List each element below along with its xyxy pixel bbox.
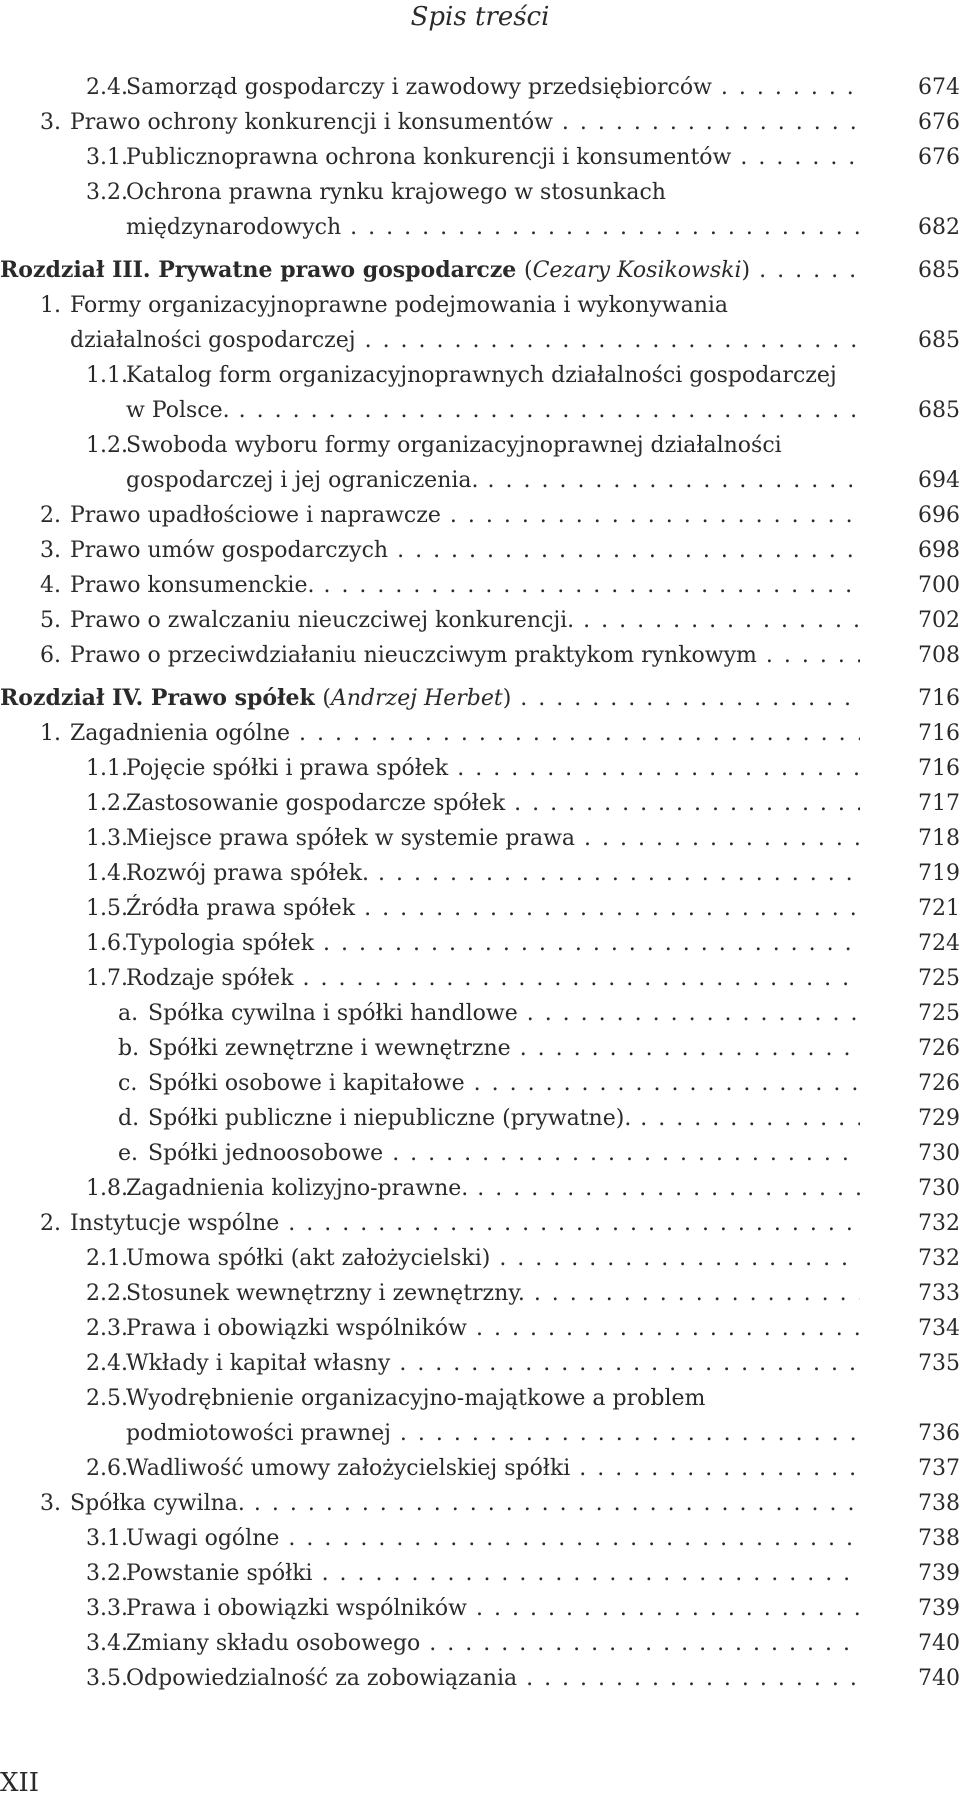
toc-entry-number: 2.4. — [86, 1351, 128, 1376]
toc-entry-title: Zmiany składu osobowego . . . — [126, 1626, 860, 1661]
toc-entry-title: Uwagi ogólne . . . — [126, 1521, 860, 1556]
toc-entry-title: Prawo umów gospodarczych . . . — [70, 533, 860, 568]
toc-entry-title: Spółki zewnętrzne i wewnętrzne . . . — [148, 1031, 860, 1066]
toc-page-number: 718 — [870, 821, 960, 856]
toc-entry-number: 2.5. — [86, 1386, 128, 1411]
toc-entry-title: Rodzaje spółek . . . — [126, 961, 860, 996]
toc-page-number: 724 — [870, 926, 960, 961]
toc-entry-number: 1.7. — [86, 966, 128, 991]
chapter-number: Rozdział IV. — [0, 685, 151, 711]
toc-entry-number: e. — [118, 1141, 139, 1166]
chapter-author: (Andrzej Herbet) — [322, 686, 512, 711]
toc-entry[interactable] — [0, 603, 960, 638]
toc-entry[interactable] — [0, 1346, 960, 1381]
toc-entry-title: Prawo ochrony konkurencji i konsumentów . . . — [70, 105, 860, 140]
toc-entry-number: 3.2. — [86, 180, 128, 205]
toc-entry[interactable] — [0, 1031, 960, 1066]
toc-entry-title: Prawa i obowiązki wspólników . . . — [126, 1591, 860, 1626]
toc-entry-number: 3.4. — [86, 1631, 128, 1656]
toc-entry-number: 1.6. — [86, 931, 128, 956]
toc-page-number: 725 — [870, 961, 960, 996]
toc-page-number: 682 — [870, 210, 960, 245]
toc-entry-title: Swoboda wyboru formy organizacyjnoprawnej działalności — [126, 433, 782, 458]
toc-entry-number: 1.3. — [86, 826, 128, 851]
toc-page-number: 726 — [870, 1066, 960, 1101]
toc-entry[interactable] — [0, 821, 960, 856]
toc-entry[interactable] — [0, 1101, 960, 1136]
toc-page-number: 676 — [870, 105, 960, 140]
toc-entry-number: 3.2. — [86, 1561, 128, 1586]
toc-page-number: 733 — [870, 1276, 960, 1311]
toc-page-number: 716 — [870, 751, 960, 786]
toc-entry[interactable] — [0, 961, 960, 996]
toc-page-number: 729 — [870, 1101, 960, 1136]
toc-entry-number: 3. — [40, 1491, 61, 1516]
toc-entry-number: 1.8. — [86, 1176, 128, 1201]
toc-page-number: 694 — [870, 463, 960, 498]
toc-entry-number: 1. — [40, 293, 61, 318]
toc-entry-number: 3. — [40, 110, 61, 135]
toc-entry-title: Spółka cywilna. . . . — [70, 1486, 860, 1521]
toc-entry[interactable] — [0, 1626, 960, 1661]
toc-entry[interactable] — [0, 175, 960, 245]
toc-entry-number: b. — [118, 1036, 140, 1061]
toc-entry-number: 1. — [40, 721, 61, 746]
toc-entry-title: Formy organizacyjnoprawne podejmowania i wykonywania — [70, 293, 729, 318]
toc-entry-title: Stosunek wewnętrzny i zewnętrzny. . . . — [126, 1276, 860, 1311]
toc-entry-number: 3.1. — [86, 1526, 128, 1551]
toc-entry-number: 2.3. — [86, 1316, 128, 1341]
toc-page-number: 708 — [870, 638, 960, 673]
table-of-contents — [0, 70, 960, 1696]
toc-entry-title: Odpowiedzialność za zobowiązania . . . — [126, 1661, 860, 1696]
toc-entry-title: Zastosowanie gospodarcze spółek . . . — [126, 786, 860, 821]
toc-entry-title: Prawo o zwalczaniu nieuczciwej konkurencji. . . . — [70, 603, 860, 638]
toc-entry-title: podmiotowości prawnej . . . — [126, 1416, 860, 1451]
toc-entry[interactable] — [0, 716, 960, 751]
toc-page-number: 700 — [870, 568, 960, 603]
chapter-number: Rozdział III. — [0, 257, 159, 283]
toc-entry[interactable] — [0, 288, 960, 358]
toc-entry-title: Wkłady i kapitał własny . . . — [126, 1346, 860, 1381]
toc-entry-number: 2. — [40, 1211, 61, 1236]
toc-page-number: 685 — [870, 323, 960, 358]
toc-entry[interactable] — [0, 1171, 960, 1206]
toc-chapter[interactable] — [0, 681, 960, 716]
toc-entry-title: Prawo konsumenckie. . . . — [70, 568, 860, 603]
toc-page-number: 674 — [870, 70, 960, 105]
toc-entry[interactable] — [0, 1486, 960, 1521]
toc-entry-title: Spółka cywilna i spółki handlowe . . . — [148, 996, 860, 1031]
toc-entry-title: Miejsce prawa spółek w systemie prawa . . . — [126, 821, 860, 856]
toc-entry[interactable] — [0, 568, 960, 603]
toc-entry-number: 1.5. — [86, 896, 128, 921]
toc-entry[interactable] — [0, 786, 960, 821]
toc-page-number: 739 — [870, 1591, 960, 1626]
toc-entry-number: 3.1. — [86, 145, 128, 170]
toc-entry-number: 2. — [40, 503, 61, 528]
toc-page-number: 685 — [870, 393, 960, 428]
toc-page-number: 739 — [870, 1556, 960, 1591]
toc-page-number: 737 — [870, 1451, 960, 1486]
toc-entry-title: Prawa i obowiązki wspólników . . . — [126, 1311, 860, 1346]
toc-entry-title: Publicznoprawna ochrona konkurencji i konsumentów . . . — [126, 140, 860, 175]
toc-entry[interactable] — [0, 533, 960, 568]
toc-entry-title: Wadliwość umowy założycielskiej spółki . . . — [126, 1451, 860, 1486]
toc-entry[interactable] — [0, 751, 960, 786]
toc-entry-title: Powstanie spółki . . . — [126, 1556, 860, 1591]
toc-entry[interactable] — [0, 1591, 960, 1626]
toc-entry-title: Instytucje wspólne . . . — [70, 1206, 860, 1241]
toc-entry[interactable] — [0, 498, 960, 533]
toc-entry-number: a. — [118, 1001, 139, 1026]
toc-entry-number: 3. — [40, 538, 61, 563]
toc-page-number: 725 — [870, 996, 960, 1031]
toc-page-number: 738 — [870, 1486, 960, 1521]
toc-entry-number: 2.2. — [86, 1281, 128, 1306]
toc-entry[interactable] — [0, 358, 960, 428]
chapter-title-line — [0, 681, 860, 716]
toc-entry-title: Typologia spółek . . . — [126, 926, 860, 961]
toc-chapter[interactable] — [0, 253, 960, 288]
toc-entry[interactable] — [0, 1521, 960, 1556]
toc-entry[interactable] — [0, 428, 960, 498]
toc-entry[interactable] — [0, 1276, 960, 1311]
toc-page-number: 736 — [870, 1416, 960, 1451]
toc-entry-number: 1.4. — [86, 861, 128, 886]
toc-entry-number: 6. — [40, 643, 61, 668]
toc-entry[interactable] — [0, 1311, 960, 1346]
chapter-title: Prywatne prawo gospodarcze — [158, 257, 524, 283]
toc-page-number: 730 — [870, 1171, 960, 1206]
toc-entry-number: c. — [118, 1071, 138, 1096]
toc-entry[interactable] — [0, 140, 960, 175]
toc-page-number: 735 — [870, 1346, 960, 1381]
toc-entry-number: 1.2. — [86, 791, 128, 816]
toc-entry[interactable] — [0, 1241, 960, 1276]
toc-entry[interactable] — [0, 1451, 960, 1486]
toc-entry-title: Zagadnienia ogólne . . . — [70, 716, 860, 751]
toc-entry-title: Rozwój prawa spółek. . . . — [126, 856, 860, 891]
toc-entry-number: 5. — [40, 608, 61, 633]
toc-page-number: 702 — [870, 603, 960, 638]
toc-page-number: 738 — [870, 1521, 960, 1556]
toc-entry[interactable] — [0, 1381, 960, 1451]
toc-entry[interactable] — [0, 105, 960, 140]
toc-page-number: 698 — [870, 533, 960, 568]
toc-entry[interactable] — [0, 926, 960, 961]
toc-entry-number: 2.6. — [86, 1456, 128, 1481]
chapter-author: (Cezary Kosikowski) — [523, 258, 751, 283]
toc-page-number: 726 — [870, 1031, 960, 1066]
toc-entry-title: Spółki publiczne i niepubliczne (prywatne). . . . — [148, 1101, 860, 1136]
toc-entry-title: Ochrona prawna rynku krajowego w stosunkach — [126, 180, 666, 205]
toc-entry-number: 4. — [40, 573, 61, 598]
toc-entry[interactable] — [0, 1206, 960, 1241]
toc-page-number: 696 — [870, 498, 960, 533]
toc-entry[interactable] — [0, 1556, 960, 1591]
toc-page-number: 716 — [870, 716, 960, 751]
toc-entry-title: Źródła prawa spółek . . . — [126, 891, 860, 926]
toc-entry-number: d. — [118, 1106, 140, 1131]
toc-page-number: 676 — [870, 140, 960, 175]
toc-entry-title: Zagadnienia kolizyjno-prawne. . . . — [126, 1171, 860, 1206]
toc-page-number: 734 — [870, 1311, 960, 1346]
toc-page-number: 732 — [870, 1206, 960, 1241]
page-header: Spis treści — [410, 2, 550, 32]
toc-page-number: 717 — [870, 786, 960, 821]
toc-page-number: 740 — [870, 1626, 960, 1661]
toc-entry-number: 1.1. — [86, 756, 128, 781]
toc-page-number: 721 — [870, 891, 960, 926]
toc-entry-title: Umowa spółki (akt założycielski) . . . — [126, 1241, 860, 1276]
toc-entry-number: 3.5. — [86, 1666, 128, 1691]
toc-entry-title: Samorząd gospodarczy i zawodowy przedsiębiorców . . . — [126, 70, 860, 105]
toc-entry-number: 1.1. — [86, 363, 128, 388]
page-number-roman: XII — [0, 1768, 40, 1798]
toc-entry[interactable] — [0, 1136, 960, 1171]
toc-page-number: 732 — [870, 1241, 960, 1276]
toc-page-number: 685 — [870, 253, 960, 288]
toc-entry[interactable] — [0, 638, 960, 673]
toc-entry-title: działalności gospodarczej . . . — [70, 323, 860, 358]
chapter-title-line — [0, 253, 860, 288]
toc-entry-title: gospodarczej i jej ograniczenia. . . . — [126, 463, 860, 498]
toc-entry-title: międzynarodowych . . . — [126, 210, 860, 245]
toc-entry-number: 2.1. — [86, 1246, 128, 1271]
toc-entry[interactable] — [0, 1661, 960, 1696]
toc-entry-title: Pojęcie spółki i prawa spółek . . . — [126, 751, 860, 786]
toc-page-number: 730 — [870, 1136, 960, 1171]
toc-entry-title: Spółki osobowe i kapitałowe . . . — [148, 1066, 860, 1101]
toc-entry-title: Spółki jednoosobowe . . . — [148, 1136, 860, 1171]
toc-entry-title: w Polsce. . . . — [126, 393, 860, 428]
toc-entry-title: Wyodrębnienie organizacyjno-majątkowe a problem — [126, 1386, 706, 1411]
toc-entry[interactable] — [0, 856, 960, 891]
toc-entry-title: Prawo upadłościowe i naprawcze . . . — [70, 498, 860, 533]
toc-page-number: 740 — [870, 1661, 960, 1696]
toc-page-number: 719 — [870, 856, 960, 891]
toc-entry-number: 2.4. — [86, 75, 128, 100]
toc-entry[interactable] — [0, 70, 960, 105]
toc-entry-title: Katalog form organizacyjnoprawnych działalności gospodarczej — [126, 363, 837, 388]
toc-entry[interactable] — [0, 891, 960, 926]
toc-entry-number: 3.3. — [86, 1596, 128, 1621]
toc-entry-title: Prawo o przeciwdziałaniu nieuczciwym praktykom rynkowym . . . — [70, 638, 860, 673]
chapter-title: Prawo spółek — [150, 685, 323, 711]
toc-entry[interactable] — [0, 1066, 960, 1101]
toc-entry-number: 1.2. — [86, 433, 128, 458]
toc-entry[interactable] — [0, 996, 960, 1031]
toc-page-number: 716 — [870, 681, 960, 716]
